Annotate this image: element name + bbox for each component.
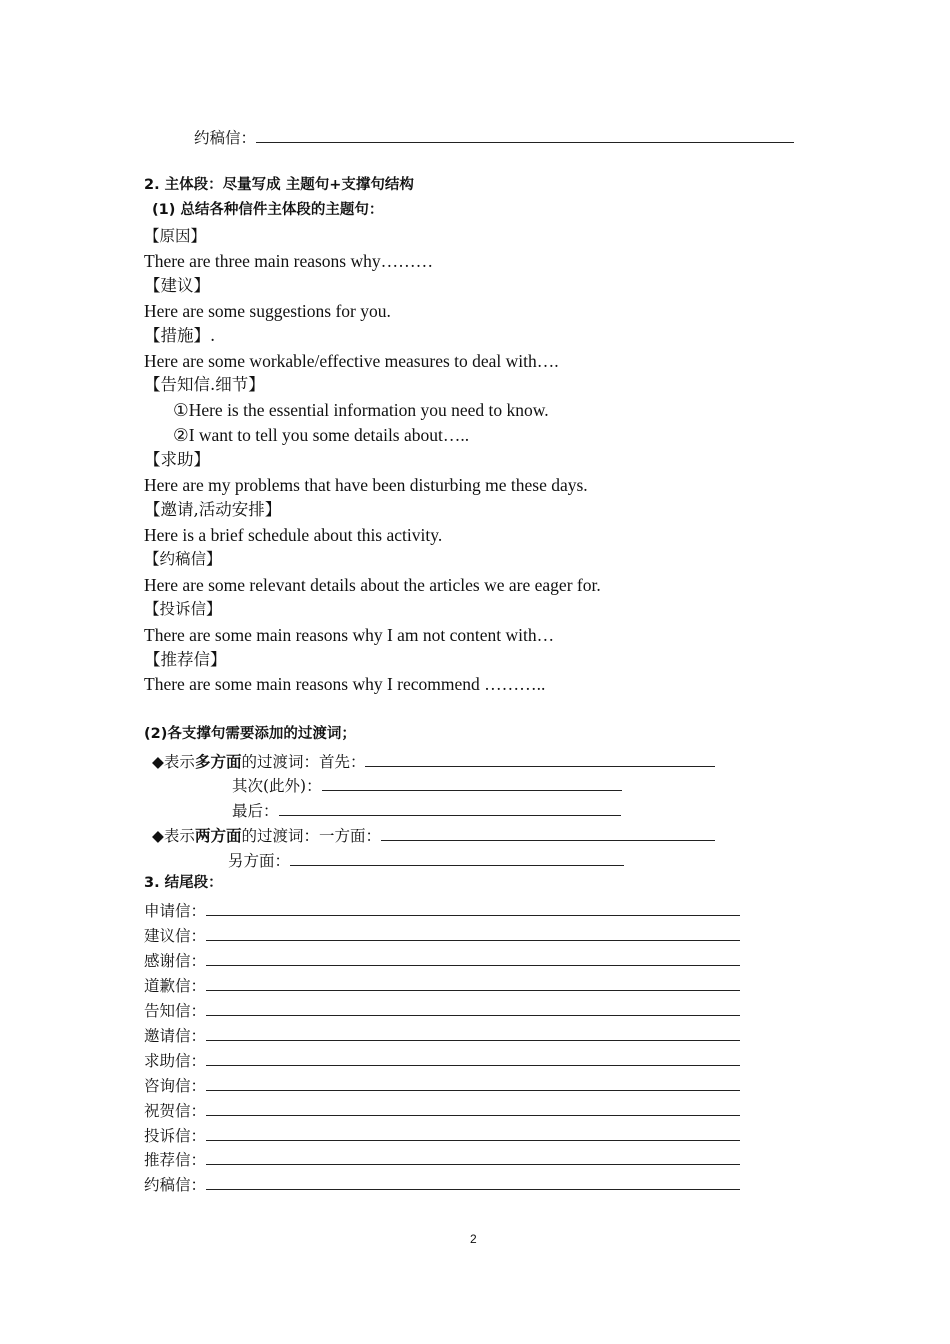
section2-sub1: (1) 总结各种信件主体段的主题句： xyxy=(152,202,384,218)
ending-label: 咨询信： xyxy=(144,1077,207,1095)
ending-fill-line xyxy=(144,951,740,970)
ending-label: 祝贺信： xyxy=(144,1102,207,1120)
ending-fill-line xyxy=(144,976,740,995)
ending-fill-line xyxy=(144,1026,740,1045)
section2-heading: 2. 主体段：尽量写成 主题句+支撑句结构 xyxy=(144,177,414,193)
item-tag: 【约稿信】 xyxy=(144,550,222,568)
two-other-label: 另方面： xyxy=(228,852,291,870)
item-sentence: ①Here is the essential information you need to know. xyxy=(173,400,549,420)
item-tag: 【措施】. xyxy=(144,326,216,345)
answer-blank[interactable] xyxy=(206,1076,740,1091)
item-sentence: Here is a brief schedule about this activity. xyxy=(144,525,443,545)
item-tag: 【求助】 xyxy=(144,450,210,469)
ending-fill-line xyxy=(144,1101,740,1120)
answer-blank[interactable] xyxy=(206,926,740,941)
answer-blank[interactable] xyxy=(381,826,715,841)
two-other-line xyxy=(228,851,624,870)
bullet-diamond-icon: ◆ xyxy=(152,827,164,845)
answer-blank[interactable] xyxy=(322,776,622,791)
ending-label: 投诉信： xyxy=(144,1127,207,1145)
ending-label: 约稿信： xyxy=(144,1176,207,1194)
answer-blank[interactable] xyxy=(206,1001,740,1016)
answer-blank[interactable] xyxy=(206,951,740,966)
item-sentence: Here are some relevant details about the articles we are eager for. xyxy=(144,575,601,595)
answer-blank[interactable] xyxy=(290,851,624,866)
multi-post: 的过渡词：首先： xyxy=(241,753,366,771)
ending-fill-line xyxy=(144,1076,740,1095)
bullet-diamond-icon: ◆ xyxy=(152,753,164,771)
ending-fill-line xyxy=(144,1150,740,1169)
ending-label: 求助信： xyxy=(144,1052,207,1070)
section2-sub2: (2)各支撑句需要添加的过渡词； xyxy=(144,726,356,742)
answer-blank[interactable] xyxy=(256,128,794,143)
multi-bold: 多方面 xyxy=(194,753,242,771)
answer-blank[interactable] xyxy=(206,1051,740,1066)
answer-blank[interactable] xyxy=(206,1101,740,1116)
page-number: 2 xyxy=(470,1232,477,1246)
answer-blank[interactable] xyxy=(206,1175,740,1190)
multi-pre: 表示 xyxy=(163,753,195,771)
answer-blank[interactable] xyxy=(206,976,740,991)
top-label: 约稿信： xyxy=(194,129,257,147)
ending-fill-line xyxy=(144,1051,740,1070)
item-tag: 【告知信.细节】 xyxy=(144,375,265,394)
answer-blank[interactable] xyxy=(206,1026,740,1041)
answer-blank[interactable] xyxy=(279,801,621,816)
multi-second-label: 其次(此外)： xyxy=(232,777,322,795)
item-sentence: There are some main reasons why I recommend ……….. xyxy=(144,674,546,694)
ending-label: 道歉信： xyxy=(144,977,207,995)
item-sentence: Here are my problems that have been disturbing me these days. xyxy=(144,475,588,495)
item-sentence: Here are some suggestions for you. xyxy=(144,301,391,321)
item-sentence: There are three main reasons why……… xyxy=(144,251,434,271)
answer-blank[interactable] xyxy=(365,752,715,767)
item-tag: 【推荐信】 xyxy=(144,650,227,669)
two-aspect-line xyxy=(152,826,715,845)
item-sentence: There are some main reasons why I am not content with… xyxy=(144,625,555,645)
ending-label: 推荐信： xyxy=(144,1151,207,1169)
ending-label: 感谢信： xyxy=(144,952,207,970)
item-tag: 【原因】 xyxy=(144,227,207,245)
ending-label: 建议信： xyxy=(144,927,207,945)
answer-blank[interactable] xyxy=(206,1150,740,1165)
ending-fill-line xyxy=(144,926,740,945)
item-tag: 【建议】 xyxy=(144,276,210,295)
ending-fill-line xyxy=(144,1001,740,1020)
answer-blank[interactable] xyxy=(206,901,740,916)
ending-fill-line xyxy=(144,1126,740,1145)
ending-label: 告知信： xyxy=(144,1002,207,1020)
item-tag: 【邀请,活动安排】 xyxy=(144,500,282,519)
multi-aspect-line xyxy=(152,752,715,771)
two-bold: 两方面 xyxy=(194,827,242,845)
ending-fill-line xyxy=(144,1175,740,1194)
multi-last-label: 最后： xyxy=(232,802,279,820)
two-pre: 表示 xyxy=(163,827,195,845)
item-tag: 【投诉信】 xyxy=(144,600,222,618)
multi-last-line xyxy=(232,801,621,820)
top-fill-line xyxy=(194,128,794,147)
ending-label: 邀请信： xyxy=(144,1027,207,1045)
answer-blank[interactable] xyxy=(206,1126,740,1141)
two-post: 的过渡词：一方面： xyxy=(241,827,381,845)
ending-fill-line xyxy=(144,901,740,920)
ending-label: 申请信： xyxy=(144,902,207,920)
section3-heading: 3. 结尾段： xyxy=(144,875,223,891)
item-sentence: ②I want to tell you some details about….. xyxy=(173,425,470,445)
multi-second-line xyxy=(232,776,622,795)
item-sentence: Here are some workable/effective measures to deal with…. xyxy=(144,351,559,371)
